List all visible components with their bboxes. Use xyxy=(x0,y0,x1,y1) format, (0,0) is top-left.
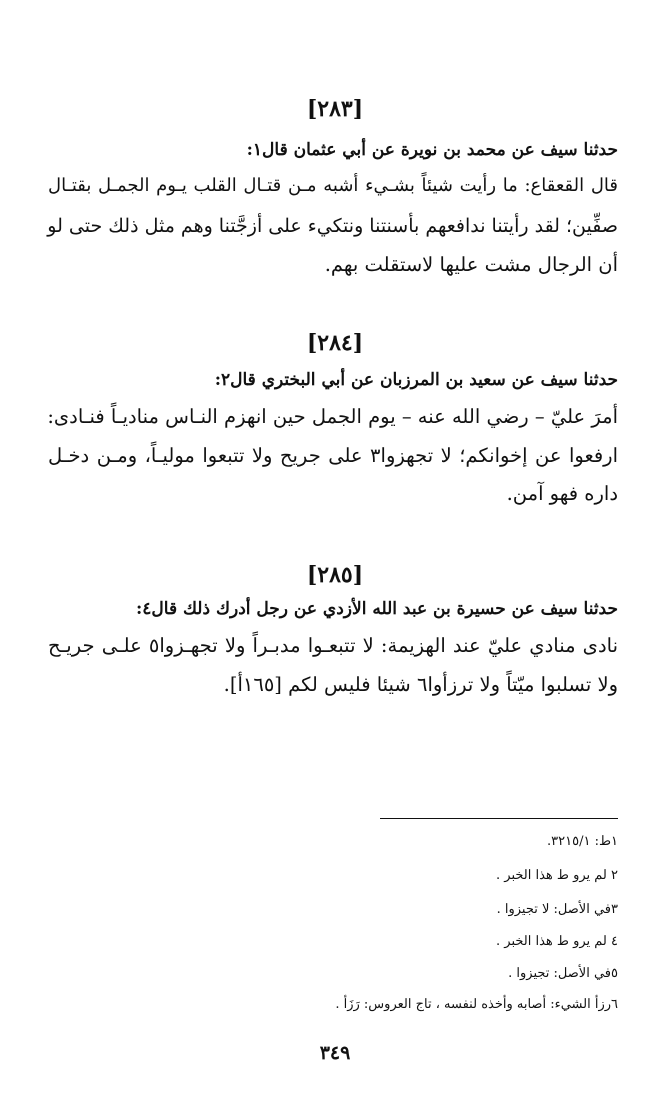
section-number: [٢٨٤] xyxy=(306,330,364,356)
text-line: أمرَ عليّ – رضي الله عنه – يوم الجمل حين انهزم النـاس مناديـاً فنـادى: xyxy=(47,405,618,428)
footnote: ٤ لم يرو ط هذا الخبر . xyxy=(496,934,618,949)
footnote: ٢ لم يرو ط هذا الخبر . xyxy=(496,868,618,883)
text-line: أن الرجال مشت عليها لاستقلت بهم. xyxy=(324,253,618,276)
text-line: ارفعوا عن إخوانكم؛ لا تجهزوا٣ على جريح ولا تتبعوا موليـاً، ومـن دخـل xyxy=(48,444,619,467)
text-line: صفِّين؛ لقد رأيتنا ندافعهم بأسنتنا ونتكيء على أزجَّتنا وهم مثل ذلك حتى لو xyxy=(47,215,618,237)
footnote-separator xyxy=(380,818,618,819)
isnad-chain: حدثنا سيف عن سعيد بن المرزبان عن أبي البختري قال٢: xyxy=(214,370,618,390)
text-line: ولا تسلبوا ميّتاً ولا ترزأوا٦ شيئا فليس لكم [١٦٥أ]. xyxy=(223,673,618,696)
footnote: ٣في الأصل: لا تجيزوا . xyxy=(496,902,618,917)
footnote: ٦رزأ الشيء: أصابه وأخذه لنفسه ، تاج العروس: رَزَأ . xyxy=(335,997,618,1012)
text-line: قال القعقاع: ما رأيت شيئاً بشـيء أشبه مـن قتـال القلب يـوم الجمـل بقتـال xyxy=(48,175,618,196)
footnote: ٥في الأصل: تجيزوا . xyxy=(508,966,618,981)
text-line: داره فهو آمن. xyxy=(506,482,618,505)
text-line: نادى منادي عليّ عند الهزيمة: لا تتبعـوا مدبـراً ولا تجهـزوا٥ علـى جريـح xyxy=(48,634,618,657)
isnad-chain: حدثنا سيف عن حسيرة بن عبد الله الأزدي عن رجل أدرك ذلك قال٤: xyxy=(135,599,618,619)
footnote: ١ط: ٣٢١٥/١. xyxy=(547,834,618,849)
isnad-chain: حدثنا سيف عن محمد بن نويرة عن أبي عثمان قال١: xyxy=(246,140,618,160)
section-number: [٢٨٣] xyxy=(306,96,364,122)
section-number: [٢٨٥] xyxy=(306,562,364,588)
page-number: ٣٤٩ xyxy=(319,1042,351,1064)
